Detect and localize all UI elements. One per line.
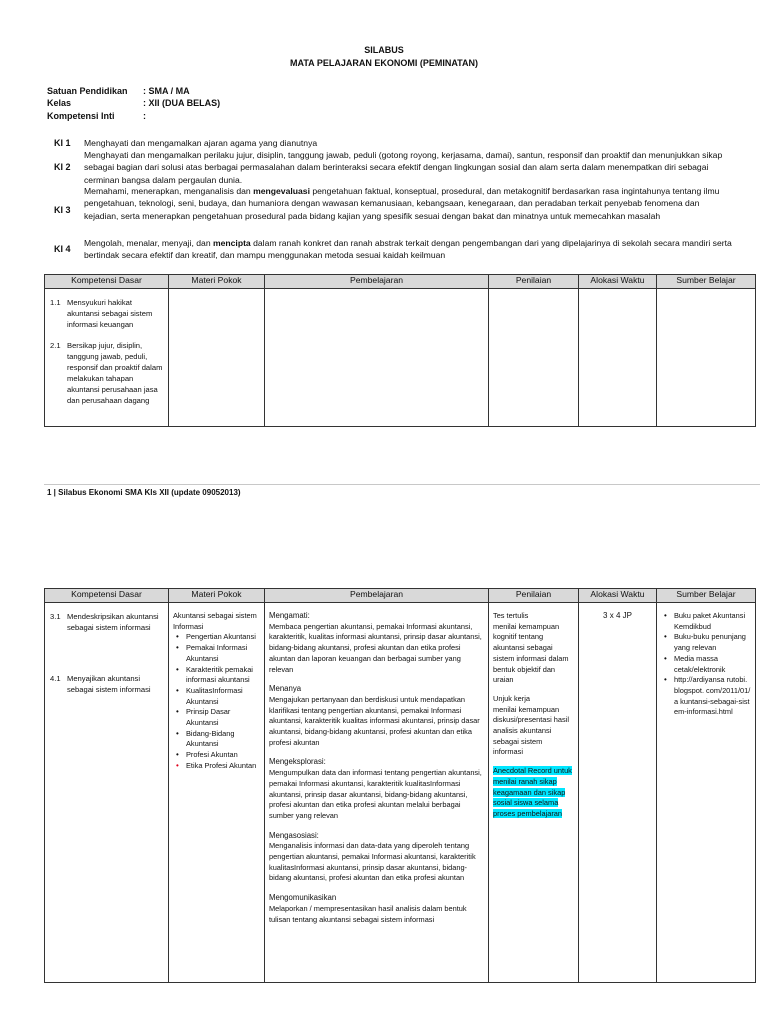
document-subtitle: MATA PELAJARAN EKONOMI (PEMINATAN) [290,58,478,68]
materi-cell [169,289,265,427]
list-item: • Pengertian Akuntansi [173,632,260,643]
penilaian-anecdotal [493,766,574,820]
alokasi-cell [579,289,657,427]
alokasi-cell: 3 x 4 JP [579,603,657,983]
kd-item [50,297,164,330]
silabus-table-1 [44,274,756,427]
meta-value: : XII (DUA BELAS) [143,98,221,108]
sumber-list [661,611,751,718]
header-materi-pokok: Materi Pokok [169,275,265,289]
step-text: Mengumpulkan data dan informasi tentang pengertian akuntansi, pemakai Informasi akuntansi, karakteritik kualitasInformasi akuntansi, prinsip dasar akuntansi, bidang-bidang akuntansi, profesi akuntan dan etika profesi akuntan melalui berbagai sumber yang relevan [269,768,482,820]
table-header-row [45,589,756,603]
header-alokasi-waktu: Alokasi Waktu [579,275,657,289]
kd-cell [45,289,169,427]
kd-number: 1.1 [50,298,61,307]
meta-value: : [143,111,146,121]
step-mengomunikasikan [269,893,484,925]
ki-text-bold: mencipta [212,238,251,248]
header-penilaian: Penilaian [489,275,579,289]
highlighted-text: Anecdotal Record untuk menilai ranah sikap keagamaan dan sikap sosial siswa selama proses pembelajaran [493,766,572,818]
list-item: • Media massa cetak/elektronik [661,654,751,675]
meta-value: : SMA / MA [143,86,190,96]
kd-text: Menyajikan akuntansi sebagai sistem informasi [67,674,151,694]
list-item: • Karakteritik pemakai informasi akuntansi [173,665,260,686]
penilaian-cell [489,289,579,427]
step-menanya [269,684,484,748]
list-item: • Etika Profesi Akuntan [173,761,260,772]
header-sumber-belajar: Sumber Belajar [657,275,756,289]
ki-code: KI 1 [54,138,71,148]
sumber-cell [657,289,756,427]
ki-code: KI 3 [54,205,71,215]
penilaian-text: menilai kemampuan kognitif tentang akuntansi sebagai sistem informasi dalam bentuk objektif dan uraian [493,621,569,685]
ki-code: KI 2 [54,162,71,172]
list-item: • Buku-buku penunjang yang relevan [661,632,751,653]
meta-label: Satuan Pendidikan [47,86,128,96]
step-title: Menanya [269,684,302,694]
meta-label: Kompetensi Inti [47,111,115,121]
document-title: SILABUS [364,45,404,55]
ki-text-part: dalam ranah konkret dan ranah abstrak terkait dengan pengembangan dari yang dipelajarinya di sekolah secara mandiri serta bertindak secara efektif dan kreatif, dan mampu menggunakan metoda sesuai kaidah keilmuan [84,238,732,261]
header-kompetensi-dasar: Kompetensi Dasar [45,275,169,289]
kd-number: 3.1 [50,612,61,621]
kd-text: Mendeskripsikan akuntansi sebagai sistem informasi [67,612,159,632]
list-item: • Profesi Akuntan [173,750,260,761]
sumber-cell [657,603,756,983]
kd-text: Bersikap jujur, disiplin, tanggung jawab, peduli, responsif dan proaktif dalam melakukan tahapan akuntansi perusahaan jasa dan perusahaan dagang [67,341,163,405]
meta-kelas [47,98,220,108]
ki-text [84,185,734,222]
list-item: • Bidang-Bidang Akuntansi [173,729,260,750]
kd-item [50,673,164,695]
materi-title: Akuntansi sebagai sistem Informasi [173,611,257,631]
step-text: Membaca pengertian akuntansi, pemakai Informasi akuntansi, karakteritik, kualitas informasi akuntansi, prinsip dasar akuntansi, bidang-bidang akuntansi, profesi akuntan dan etika profesi akuntan dan laporan keuangan dan berbagai sumber yang relevan [269,621,482,674]
kd-number: 4.1 [50,674,61,683]
step-text: Mengajukan pertanyaan dan berdiskusi untuk mendapatkan klarifikasi tentang pengertian akuntansi, pemakai Informasi akuntansi, karakteritik kualitas informasi akuntansi, prinsip dasar akuntansi, bidang-bidang akuntansi, profesi akuntan dan etika profesi akuntan [269,694,480,747]
kd-cell [45,603,169,983]
meta-label: Kelas [47,98,72,108]
ki-text: Menghayati dan mengamalkan ajaran agama yang dianutnya [84,138,318,148]
ki-text [84,237,734,262]
penilaian-text: menilai kemampuan diskusi/presentasi hasil analisis akuntansi sebagai sistem informasi [493,704,569,757]
page-footer: 1 | Silabus Ekonomi SMA Kls XII (update 09052013) [47,488,241,497]
list-item: • KualitasInformasi Akuntansi [173,686,260,707]
step-mengeksplorasi [269,757,484,821]
silabus-table-2 [44,588,756,983]
ki-2 [54,149,734,186]
step-title: Mengamati: [269,611,310,620]
step-mengasosiasi [269,831,484,885]
ki-1 [54,137,734,149]
penilaian-title: Unjuk kerja [493,693,530,703]
step-text: Melaporkan / mempresentasikan hasil analisis dalam bentuk tulisan tentang akuntansi sebagai sistem informasi [269,903,467,924]
ki-3 [54,185,734,222]
table-row [45,289,756,427]
header-sumber-belajar: Sumber Belajar [657,589,756,603]
step-title: Mengeksplorasi: [269,757,326,767]
kd-item [50,340,164,406]
penilaian-cell [489,603,579,983]
kd-text: Mensyukuri hakikat akuntansi sebagai sistem informasi keuangan [67,298,153,329]
footer-divider [44,484,760,485]
header-pembelajaran: Pembelajaran [265,589,489,603]
list-item: • Prinsip Dasar Akuntansi [173,707,260,728]
penilaian-unjuk-kerja [493,694,574,758]
materi-cell [169,603,265,983]
kd-item [50,611,164,633]
ki-4 [54,237,734,262]
link-item[interactable]: • http://ardiyansa rutobi.blogspot. com/2011/01/a kuntansi-sebagai-sistem-informasi.html [661,675,751,718]
header-kompetensi-dasar: Kompetensi Dasar [45,589,169,603]
materi-list [173,632,260,771]
kd-number: 2.1 [50,341,61,350]
pembelajaran-cell [265,289,489,427]
ki-text-part: pengetahuan faktual, konseptual, prosedural, dan metakognitif berdasarkan rasa ingintahunya tentang ilmu pengetahuan, teknologi, seni, budaya, dan humaniora dengan wawasan kemanusiaan, kebangsaan, kenegaraan, dan peradaban terkait penyebab fenomena dan kejadian, serta menerapkan pengetahuan prosedural pada bidang kajian yang spesifik sesuai dengan bakat dan minatnya untuk memecahkan masalah [84,186,720,221]
header-penilaian: Penilaian [489,589,579,603]
ki-text-bold: mengevaluasi [253,186,310,196]
header-materi-pokok: Materi Pokok [169,589,265,603]
list-item: • Pemakai Informasi Akuntansi [173,643,260,664]
table-row [45,603,756,983]
ki-text-part: Memahami, menerapkan, menganalisis dan [84,186,254,196]
ki-text: Menghayati dan mengamalkan perilaku jujur, disiplin, tanggung jawab, peduli (gotong royong, kerjasama, damai), santun, responsif dan proaktif dan menunjukkan sikap sebagai bagian dari solusi atas berbagai permasalahan dalam berinteraksi secara efektif dengan lingkungan sosial dan alam serta dalam menempatkan diri sebagai cerminan bangsa dalam pergaulan dunia. [84,150,723,185]
step-text: Menganalisis informasi dan data-data yang diperoleh tentang pengertian akuntansi, pemakai Informasi akuntansi, karakteritik kualitasInformasi akuntansi, prinsip dasar akuntansi, bidang-bidang akuntansi, profesi akuntan dan etika profesi akuntan [269,841,476,883]
step-title: Mengasosiasi: [269,830,319,840]
ki-code: KI 4 [54,244,71,254]
meta-kompetensi-inti [47,111,146,121]
list-item: • Buku paket Akuntansi Kemdikbud [661,611,751,632]
header-alokasi-waktu: Alokasi Waktu [579,589,657,603]
pembelajaran-cell [265,603,489,983]
table-header-row [45,275,756,289]
ki-text-part: Mengolah, menalar, menyaji, dan [84,238,213,248]
step-mengamati [269,611,484,675]
penilaian-tes [493,611,574,686]
header-pembelajaran: Pembelajaran [265,275,489,289]
step-title: Mengomunikasikan [269,893,337,903]
penilaian-title: Tes tertulis [493,611,529,620]
meta-satuan [47,86,190,96]
